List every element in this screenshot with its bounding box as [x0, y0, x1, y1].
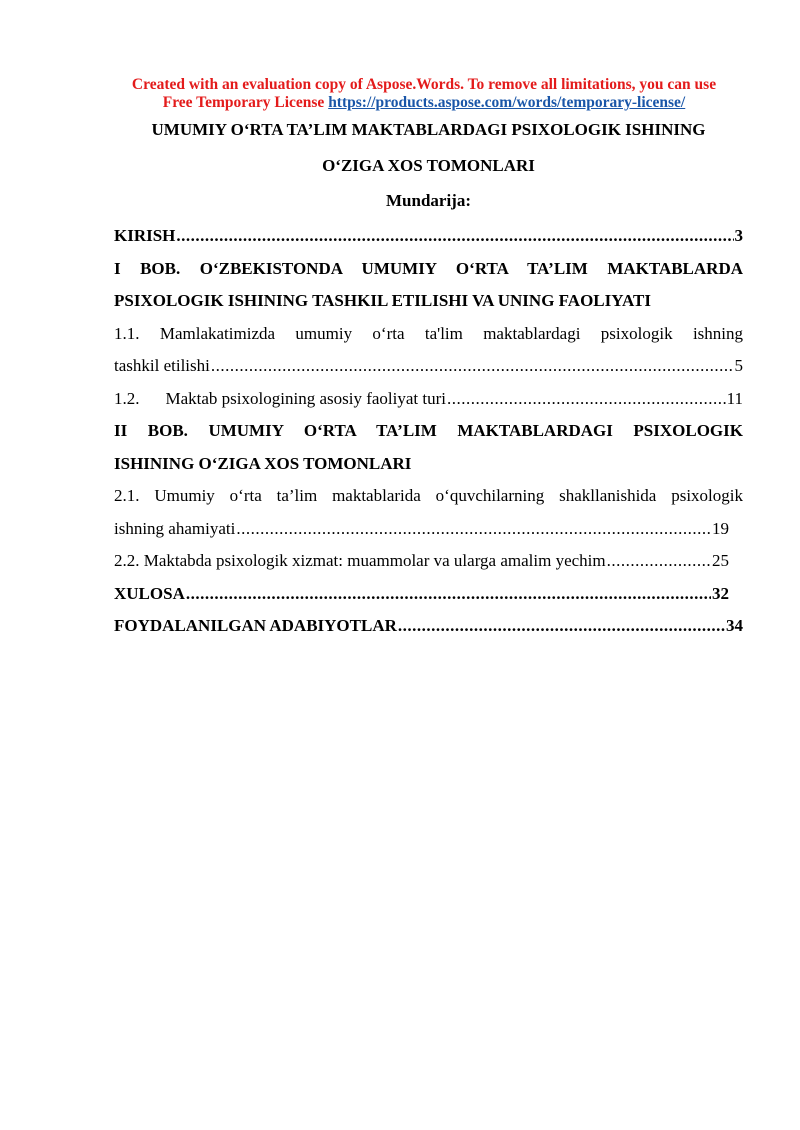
toc-leader-dots	[607, 545, 711, 578]
section-number: 1.1.	[114, 323, 140, 343]
toc-leader-dots	[447, 383, 726, 416]
toc-entry-title: 2.2. Maktabda psixologik xizmat: muammolar va ularga amalim yechim	[114, 551, 606, 570]
toc-page-number: 11	[726, 388, 743, 408]
chapter-1-line1: I BOB. O‘ZBEKISTONDA UMUMIY O‘RTA TA’LIM MAKTABLARDA	[114, 258, 743, 278]
toc-entry-title: Mamlakatimizda umumiy o‘rta ta'lim maktablardagi psixologik ishning	[159, 323, 744, 343]
toc-entry-title-cont: tashkil etilishi	[114, 356, 210, 375]
toc-entry-title: FOYDALANILGAN ADABIYOTLAR	[114, 616, 397, 635]
chapter-1-line2: PSIXOLOGIK ISHINING TASHKIL ETILISHI VA UNING FAOLIYATI	[114, 291, 651, 310]
toc-page-number: 34	[726, 616, 743, 635]
table-of-contents	[114, 220, 743, 643]
toc-leader-dots	[176, 220, 733, 253]
toc-entry-2-1[interactable]	[114, 480, 743, 545]
watermark-line2	[104, 94, 744, 112]
toc-chapter-2[interactable]	[114, 415, 743, 480]
license-link[interactable]: https://products.aspose.com/words/temporary-license/	[328, 94, 686, 111]
chapter-2-line2: ISHINING O‘ZIGA XOS TOMONLARI	[114, 453, 412, 473]
toc-entry-text: Maktab psixologining asosiy faoliyat turi	[165, 388, 446, 408]
toc-entry-line1	[114, 318, 743, 351]
document-title-line1: UMUMIY O‘RTA TA’LIM MAKTABLARDAGI PSIXOLOGIK ISHINING	[151, 120, 706, 139]
document-title-line2: O‘ZIGA XOS TOMONLARI	[322, 156, 535, 175]
toc-entry-title	[114, 383, 446, 416]
document-title	[114, 112, 743, 184]
watermark-license-text: Free Temporary License	[162, 94, 325, 111]
toc-page-number: 25	[712, 551, 729, 570]
toc-entry-line1: 2.1. Umumiy o‘rta ta’lim maktablarida o‘quvchilarning shakllanishida psixologik	[114, 486, 743, 505]
toc-entry-adabiyotlar[interactable]	[114, 610, 743, 643]
toc-entry-kirish[interactable]	[114, 220, 743, 253]
toc-entry-1-1[interactable]	[114, 318, 743, 383]
toc-entry-title: XULOSA	[114, 583, 185, 603]
toc-entry-2-2[interactable]	[114, 545, 743, 578]
toc-page-number: 5	[734, 356, 743, 375]
toc-entry-title: KIRISH	[114, 226, 176, 245]
toc-heading: Mundarija:	[386, 191, 471, 210]
toc-leader-dots	[211, 350, 734, 383]
toc-entry-title-cont: ishning ahamiyati	[114, 518, 236, 538]
toc-page-number: 19	[712, 518, 729, 538]
toc-leader-dots	[236, 513, 711, 546]
chapter-2-line1: II BOB. UMUMIY O‘RTA TA’LIM MAKTABLARDAGI PSIXOLOGIK	[114, 421, 743, 440]
watermark-line1: Created with an evaluation copy of Aspose.Words. To remove all limitations, you can use	[131, 76, 717, 93]
toc-leader-dots	[186, 578, 711, 611]
section-number: 1.2.	[114, 388, 140, 408]
evaluation-watermark	[104, 76, 744, 112]
document-page	[114, 76, 743, 643]
toc-page-number: 3	[734, 226, 743, 245]
toc-chapter-1[interactable]	[114, 253, 743, 318]
toc-page-number: 32	[712, 583, 729, 603]
toc-entry-xulosa[interactable]	[114, 578, 743, 611]
toc-leader-dots	[398, 610, 725, 643]
toc-entry-1-2[interactable]	[114, 383, 743, 416]
